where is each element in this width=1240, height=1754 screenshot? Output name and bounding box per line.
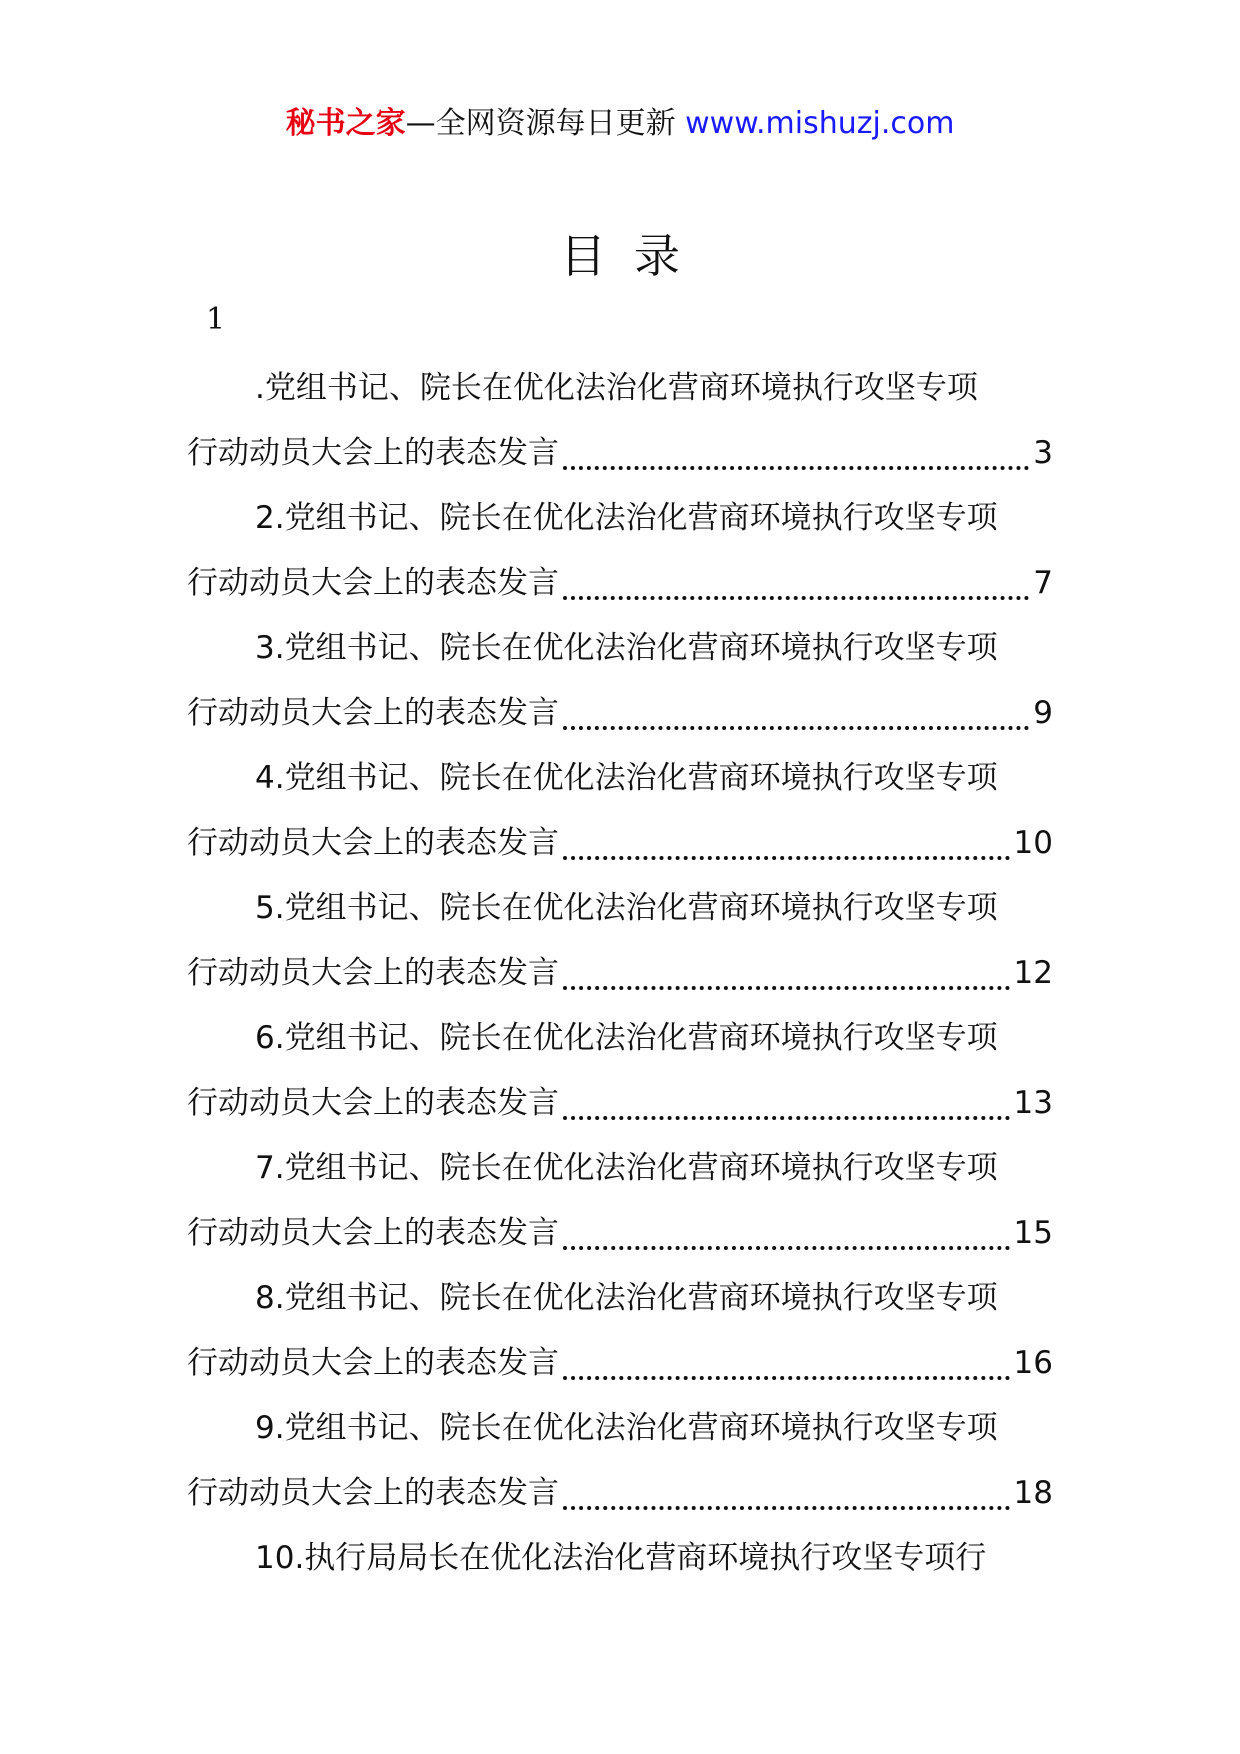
dot-leader: [563, 574, 1029, 600]
toc-entry-3[interactable]: [187, 616, 1053, 746]
toc-page-number: 13: [1013, 1085, 1053, 1121]
toc-entry-continuation: [187, 551, 1053, 616]
toc-entry-continuation: [187, 1461, 1053, 1526]
toc-marker: 1: [206, 302, 226, 337]
toc-entry-10[interactable]: [187, 1526, 1053, 1591]
toc-entry-continuation: [187, 941, 1053, 1006]
dot-leader: [563, 1354, 1010, 1380]
toc-entry-1[interactable]: [187, 356, 1053, 486]
toc-entry-title: 5.党组书记、院长在优化法治化营商环境执行攻坚专项: [255, 890, 998, 926]
toc-entry-5[interactable]: [187, 876, 1053, 1006]
toc-entry-title-cont: 行动动员大会上的表态发言: [187, 695, 559, 731]
dot-leader: [563, 1224, 1010, 1250]
toc-entry-continuation: [187, 1201, 1053, 1266]
toc-entry-2[interactable]: [187, 486, 1053, 616]
toc-entry-title-cont: 行动动员大会上的表态发言: [187, 825, 559, 861]
toc-entry-9[interactable]: [187, 1396, 1053, 1526]
toc-entry-title: 8.党组书记、院长在优化法治化营商环境执行攻坚专项: [255, 1280, 998, 1316]
dot-leader: [563, 444, 1029, 470]
dot-leader: [563, 964, 1010, 990]
dot-leader: [563, 704, 1029, 730]
toc-entry-continuation: [187, 421, 1053, 486]
site-url-link[interactable]: www.mishuzj.com: [685, 106, 955, 141]
toc-page-number: 10: [1013, 825, 1053, 861]
toc-entry-continuation: [187, 1331, 1053, 1396]
toc-entry-continuation: [187, 681, 1053, 746]
toc-title: 目录: [560, 229, 708, 283]
toc-entry-title-cont: 行动动员大会上的表态发言: [187, 1085, 559, 1121]
toc-entry-title-cont: 行动动员大会上的表态发言: [187, 1345, 559, 1381]
toc-entry-continuation: [187, 1071, 1053, 1136]
toc-entry-title-cont: 行动动员大会上的表态发言: [187, 1475, 559, 1511]
toc-entry-title: 6.党组书记、院长在优化法治化营商环境执行攻坚专项: [255, 1020, 998, 1056]
table-of-contents: [187, 356, 1053, 1591]
dot-leader: [563, 834, 1010, 860]
toc-entry-title: 3.党组书记、院长在优化法治化营商环境执行攻坚专项: [255, 630, 998, 666]
toc-entry-title-cont: 行动动员大会上的表态发言: [187, 955, 559, 991]
toc-page-number: 3: [1033, 435, 1053, 471]
toc-entry-title-cont: 行动动员大会上的表态发言: [187, 565, 559, 601]
toc-entry-title: 2.党组书记、院长在优化法治化营商环境执行攻坚专项: [255, 500, 998, 536]
brand-name: 秘书之家: [285, 106, 406, 141]
toc-entry-title-cont: 行动动员大会上的表态发言: [187, 1215, 559, 1251]
toc-page-number: 9: [1033, 695, 1053, 731]
toc-entry-title: 4.党组书记、院长在优化法治化营商环境执行攻坚专项: [255, 760, 998, 796]
dot-leader: [563, 1484, 1010, 1510]
toc-entry-7[interactable]: [187, 1136, 1053, 1266]
toc-entry-title: 10.执行局局长在优化法治化营商环境执行攻坚专项行: [255, 1540, 987, 1576]
header-slogan: —全网资源每日更新: [405, 106, 676, 141]
toc-entry-8[interactable]: [187, 1266, 1053, 1396]
site-header: [0, 104, 1240, 144]
toc-page-number: 12: [1013, 955, 1053, 991]
toc-entry-title: .党组书记、院长在优化法治化营商环境执行攻坚专项: [255, 370, 978, 406]
toc-page-number: 7: [1033, 565, 1053, 601]
toc-entry-title-cont: 行动动员大会上的表态发言: [187, 435, 559, 471]
toc-entry-6[interactable]: [187, 1006, 1053, 1136]
toc-entry-title: 7.党组书记、院长在优化法治化营商环境执行攻坚专项: [255, 1150, 998, 1186]
toc-entry-4[interactable]: [187, 746, 1053, 876]
toc-entry-title: 9.党组书记、院长在优化法治化营商环境执行攻坚专项: [255, 1410, 998, 1446]
toc-entry-continuation: [187, 811, 1053, 876]
toc-page-number: 16: [1013, 1345, 1053, 1381]
toc-page-number: 15: [1013, 1215, 1053, 1251]
dot-leader: [563, 1094, 1010, 1120]
toc-page-number: 18: [1013, 1475, 1053, 1511]
